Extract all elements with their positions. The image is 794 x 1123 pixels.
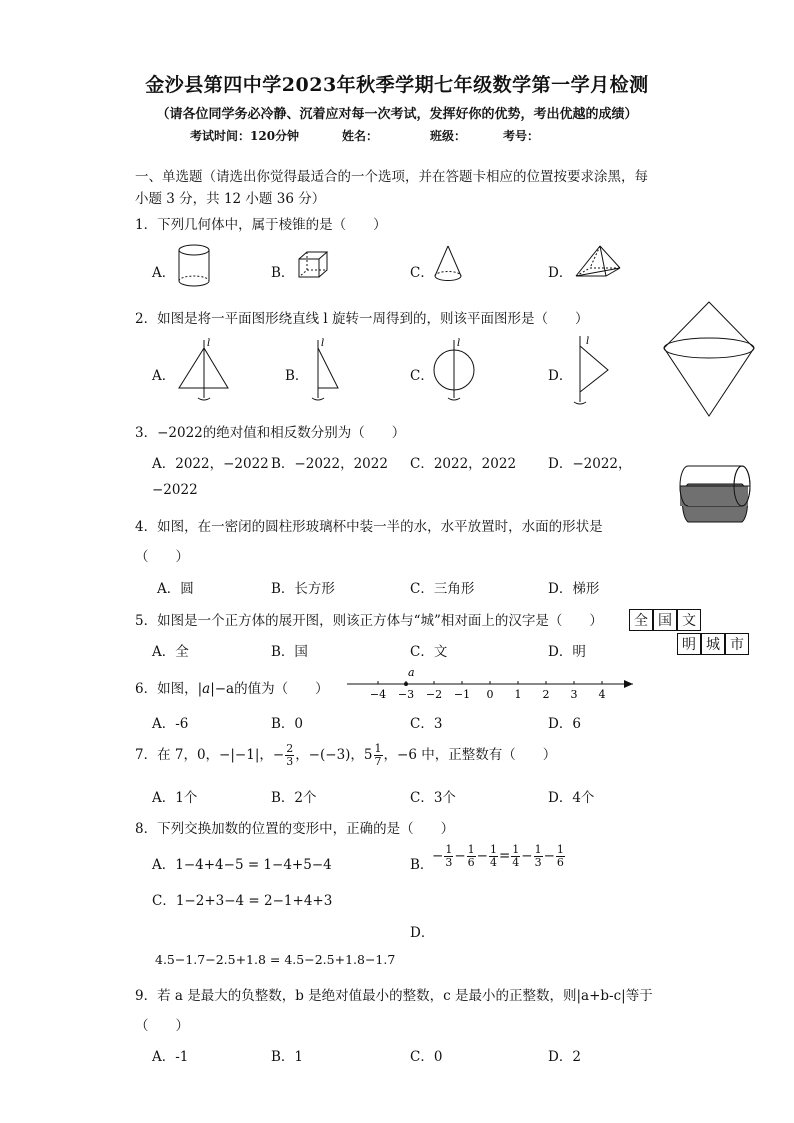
q7-stem-pre: 7．在 7，0，−|−1|，− xyxy=(135,747,285,763)
q1-option-a: A． xyxy=(152,265,176,281)
svg-text:l: l xyxy=(321,338,325,349)
net-cell: 城 xyxy=(701,633,725,655)
q2-option-d: D． xyxy=(548,368,573,384)
q2-option-b: B． xyxy=(285,368,309,384)
net-cell: 市 xyxy=(725,633,749,655)
frac-b2: $\frac{1}{6}$ xyxy=(467,843,475,869)
q6-stem-abs: |a| xyxy=(197,681,215,697)
q5-option-c: C．文 xyxy=(410,644,448,660)
q7-option-b: B．2个 xyxy=(271,790,317,806)
q1-stem: 1．下列几何体中，属于棱锥的是（ ） xyxy=(135,217,387,233)
q7-stem-post: ，−6 中，正整数有（ ） xyxy=(383,747,557,763)
q3-option-c: C．2022，2022 xyxy=(410,456,517,472)
q1-option-c: C． xyxy=(410,265,434,281)
svg-text:l: l xyxy=(586,336,590,347)
q8-option-b-expr: − $\frac{1}{3}$ − $\frac{1}{6}$ − $\frac{1}{4}$ = $\frac{1}{4}$ − $\frac{1}{3}$ − $\frac{1}{6}$ xyxy=(432,843,564,869)
q9-paren: （ ） xyxy=(135,1018,189,1034)
axis-tick-label: −3 xyxy=(397,688,415,701)
q7-option-c: C．3个 xyxy=(410,790,456,806)
q2-figure-b xyxy=(306,336,346,406)
frac-b5: $\frac{1}{3}$ xyxy=(534,843,542,869)
section-heading-line2: 小题 3 分，共 12 小题 36 分） xyxy=(135,191,326,207)
q5-option-a: A．全 xyxy=(152,644,189,660)
axis-tick-label: 0 xyxy=(486,688,494,701)
axis-tick-label: −2 xyxy=(425,688,443,701)
q2-option-a: A． xyxy=(152,368,176,384)
q6-stem-pre: 6．如图， xyxy=(135,681,198,697)
section-heading-line1: 一、单选题（请选出你觉得最适合的一个选项，并在答题卡相应的位置按要求涂黑，每 xyxy=(135,169,648,185)
double-cone-figure xyxy=(660,300,758,422)
exam-time: 考试时间：120分钟 xyxy=(190,129,300,143)
q7-option-a: A．1个 xyxy=(152,790,198,806)
q6-stem-post: −a的值为（ ） xyxy=(214,681,329,697)
q9-option-b: B．1 xyxy=(271,1049,304,1065)
number-label: 考号： xyxy=(503,129,540,143)
svg-text:l: l xyxy=(207,338,211,349)
q8-option-d-expr: 4.5−1.7−2.5+1.8 = 4.5−2.5+1.8−1.7 xyxy=(155,952,396,967)
q4-option-d: D．梯形 xyxy=(548,581,600,597)
q8-option-a: A．1−4+4−5 = 1−4+5−4 xyxy=(152,857,332,873)
q7-stem xyxy=(135,743,556,768)
glass-cylinder-figure xyxy=(678,462,758,526)
net-cell: 明 xyxy=(677,633,701,655)
q9-option-c: C．0 xyxy=(410,1049,443,1065)
frac-b6: $\frac{1}{6}$ xyxy=(556,843,564,869)
q6-option-b: B．0 xyxy=(271,716,304,732)
pyramid-figure xyxy=(572,244,624,284)
q6-option-c: C．3 xyxy=(410,716,443,732)
axis-tick-label: −4 xyxy=(369,688,387,701)
cube-figure xyxy=(297,250,331,280)
name-label: 姓名： xyxy=(342,129,379,143)
exam-subtitle: （请各位同学务必冷静、沉着应对每一次考试，发挥好你的优势，考出优越的成绩） xyxy=(156,107,638,122)
q7-option-d: D．4个 xyxy=(548,790,595,806)
q2-figure-c xyxy=(430,336,480,406)
q5-option-d: D．明 xyxy=(548,644,586,660)
q3-option-b: B．−2022，2022 xyxy=(271,456,388,472)
class-label: 班级： xyxy=(430,129,467,143)
q1-option-d: D． xyxy=(548,265,573,281)
axis-tick-label: 3 xyxy=(570,688,578,701)
q4-option-c: C．三角形 xyxy=(410,581,475,597)
cone-figure xyxy=(432,244,464,284)
q2-option-c: C． xyxy=(410,368,434,384)
q4-option-b: B．长方形 xyxy=(271,581,335,597)
net-cell: 文 xyxy=(677,609,701,631)
q8-option-b-label: B． xyxy=(410,857,434,873)
q4-stem: 4．如图，在一密闭的圆柱形玻璃杯中装一半的水，水平放置时，水面的形状是 xyxy=(135,519,603,535)
frac-b3: $\frac{1}{4}$ xyxy=(489,843,497,869)
q2-stem: 2．如图是将一平面图形绕直线 l 旋转一周得到的，则该平面图形是（ ） xyxy=(135,311,589,327)
q5-stem: 5．如图是一个正方体的展开图，则该正方体与“城”相对面上的汉字是（ ） xyxy=(135,613,603,629)
q2-figure-d xyxy=(568,332,618,410)
q6-option-a: A．-6 xyxy=(152,716,189,732)
exam-title: 金沙县第四中学2023年秋季学期七年级数学第一学月检测 xyxy=(145,74,649,96)
q9-stem: 9．若 a 是最大的负整数，b 是绝对值最小的整数，c 是最小的正整数，则|a+b-c|等于 xyxy=(135,988,653,1004)
axis-tick-label: −1 xyxy=(453,688,471,701)
q4-paren: （ ） xyxy=(135,549,189,565)
number-line xyxy=(345,664,635,702)
q3-option-d: D．−2022， xyxy=(548,456,632,472)
q8-option-c: C．1−2+3−4 = 2−1+4+3 xyxy=(152,893,333,909)
point-a-marker xyxy=(404,682,408,686)
fraction-1-7: $\frac{1}{7}$ xyxy=(374,742,382,768)
axis-tick-label: 1 xyxy=(514,688,522,701)
q6-stem xyxy=(135,677,329,697)
q8-stem: 8．下列交换加数的位置的变形中，正确的是（ ） xyxy=(135,821,455,837)
svg-text:l: l xyxy=(457,338,461,349)
net-cell: 全 xyxy=(629,609,653,631)
q3-option-d-cont: −2022 xyxy=(152,482,198,498)
axis-tick-label: 2 xyxy=(542,688,550,701)
q9-option-a: A．-1 xyxy=(152,1049,189,1065)
q7-stem-mid: ，−(−3)，5 xyxy=(295,747,373,763)
q3-option-a: A．2022，−2022 xyxy=(152,456,269,472)
axis-tick-label: 4 xyxy=(598,688,606,701)
fraction-2-3: $\frac{2}{3}$ xyxy=(286,742,294,768)
q9-option-d: D．2 xyxy=(548,1049,581,1065)
q2-figure-a xyxy=(176,336,232,406)
net-cell: 国 xyxy=(653,609,677,631)
point-a-label: a xyxy=(408,666,415,679)
q5-option-b: B．国 xyxy=(271,644,308,660)
q4-option-a: A．圆 xyxy=(157,581,194,597)
q1-option-b: B． xyxy=(271,265,295,281)
q6-option-d: D．6 xyxy=(548,716,581,732)
q8-option-d: D． xyxy=(410,925,435,941)
frac-b4: $\frac{1}{4}$ xyxy=(512,843,520,869)
q3-stem: 3．−2022的绝对值和相反数分别为（ ） xyxy=(135,425,406,441)
cylinder-figure xyxy=(176,243,212,289)
frac-b1: $\frac{1}{3}$ xyxy=(445,843,453,869)
